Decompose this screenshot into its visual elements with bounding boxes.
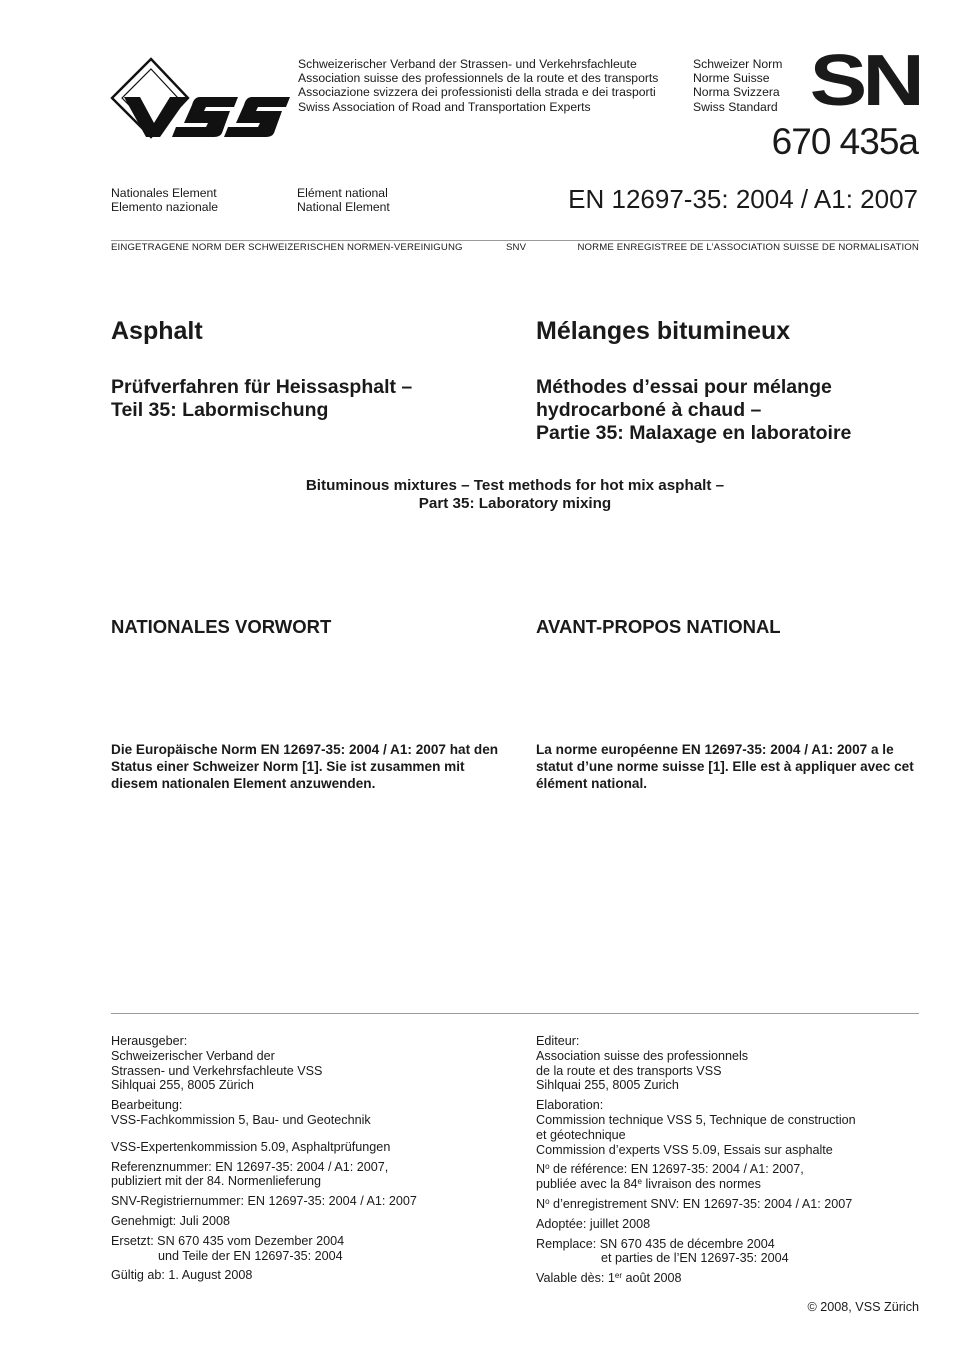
reference-delivery: publiée avec la 84e livraison des normes	[536, 1177, 761, 1192]
title-fr: Mélanges bitumineux	[536, 317, 791, 345]
standard-name-de: Schweizer Norm	[693, 57, 783, 71]
foreword-text-de: Die Europäische Norm EN 12697-35: 2004 / A1: 2007 hat den Status einer Schweizer Norm [1]. Sie ist zusammen mit diesem nationalen Element anzuwenden.	[111, 742, 499, 791]
replaces-line: Remplace: SN 670 435 de décembre 2004	[536, 1236, 775, 1251]
snv-registration: SNV-Registriernummer: EN 12697-35: 2004 / A1: 2007	[111, 1194, 417, 1209]
standard-name-fr: Norme Suisse	[693, 71, 770, 86]
header-divider	[111, 240, 919, 241]
replaces-line: Ersetzt: SN 670 435 vom Dezember 2004	[111, 1233, 345, 1248]
standard-name-it: Norma Svizzera	[693, 85, 780, 100]
national-element-fr: Elément national	[297, 186, 388, 200]
org-name-en: Swiss Association of Road and Transportation Experts	[298, 99, 591, 114]
en-number: EN 12697-35: 2004 / A1: 2007	[568, 184, 918, 214]
subtitle-en-line: Part 35: Laboratory mixing	[418, 495, 612, 512]
foreword-heading-de: NATIONALES VORWORT	[111, 616, 332, 637]
reference-number: $N^o$ de référence: EN 12697-35: 2004 / A1: 2007,	[536, 1162, 804, 1177]
expert-commission: Commission d’experts VSS 5.09, Essais sur asphalte	[536, 1142, 833, 1157]
publisher-address: Sihlquai 255, 8005 Zurich	[536, 1078, 679, 1093]
snv-registration: $N^o$ d’enregistrement SNV: EN 12697-35: 2004 / A1: 2007	[536, 1196, 853, 1211]
publisher-label: Editeur:	[536, 1034, 580, 1048]
replaces-line: und Teile der EN 12697-35: 2004	[158, 1248, 343, 1263]
title-de: Asphalt	[111, 317, 203, 345]
org-name-fr: Association suisse des professionnels de la route et des transports	[298, 71, 659, 86]
reference-number: Referenznummer: EN 12697-35: 2004 / A1: 2007,	[111, 1159, 389, 1174]
publisher-address: Sihlquai 255, 8005 Zürich	[111, 1078, 254, 1093]
subtitle-de-line: Prüfverfahren für Heissasphalt –	[111, 376, 413, 398]
standard-name-en: Swiss Standard	[693, 99, 778, 114]
registration-snv: SNV	[506, 242, 527, 253]
reference-delivery: publiziert mit der 84. Normenlieferung	[111, 1174, 321, 1189]
subtitle-en	[111, 477, 919, 513]
norm-number: 670 435a	[771, 121, 918, 162]
approved-date: Genehmigt: Juli 2008	[111, 1213, 231, 1228]
subtitle-de-line: Teil 35: Labormischung	[111, 399, 329, 421]
national-element-left	[111, 186, 218, 214]
editing-line: VSS-Fachkommission 5, Bau- und Geotechnik	[111, 1112, 371, 1127]
subtitle-fr-line: Partie 35: Malaxage en laboratoire	[536, 422, 852, 444]
subtitle-en-line: Bituminous mixtures – Test methods for hot mix asphalt –	[305, 477, 725, 494]
foreword-heading-fr: AVANT-PROPOS NATIONAL	[536, 616, 781, 637]
footer-divider	[111, 1013, 919, 1014]
publisher-line: Strassen- und Verkehrsfachleute VSS	[111, 1063, 323, 1078]
national-element-de: Nationales Element	[111, 186, 217, 200]
replaces-line: et parties de l’EN 12697-35: 2004	[601, 1251, 789, 1266]
publisher-label: Herausgeber:	[111, 1034, 188, 1048]
editing-line: Commission technique VSS 5, Technique de construction	[536, 1112, 856, 1127]
publisher-line: de la route et des transports VSS	[536, 1063, 722, 1078]
editing-line: et géotechnique	[536, 1127, 626, 1142]
imprint-de	[111, 1034, 417, 1283]
organisation-names	[298, 57, 658, 114]
editing-label: Bearbeitung:	[111, 1098, 183, 1113]
standard-names	[693, 57, 782, 114]
copyright: © 2008, VSS Zürich	[807, 1300, 919, 1314]
national-element-it: Elemento nazionale	[111, 200, 219, 215]
org-name-de: Schweizerischer Verband der Strassen- und Verkehrsfachleute	[298, 57, 637, 71]
subtitle-fr-line: hydrocarboné à chaud –	[536, 399, 762, 421]
publisher-line: Association suisse des professionnels	[536, 1048, 749, 1063]
national-element-right	[297, 186, 390, 214]
vss-logo	[110, 57, 292, 139]
foreword-text-fr: La norme européenne EN 12697-35: 2004 / A1: 2007 a le statut d’une norme suisse [1]. Elle est à appliquer avec cet élément national.	[536, 742, 914, 791]
subtitle-fr	[536, 376, 851, 445]
subtitle-fr-line: Méthodes d’essai pour mélange	[536, 376, 832, 398]
publisher-line: Schweizerischer Verband der	[111, 1048, 275, 1063]
approved-date: Adoptée: juillet 2008	[536, 1216, 651, 1231]
valid-from: Valable dès: 1er août 2008	[536, 1271, 682, 1286]
imprint-fr	[536, 1034, 856, 1286]
expert-commission: VSS-Expertenkommission 5.09, Asphaltprüfungen	[111, 1139, 391, 1154]
registration-fr: NORME ENREGISTREE DE L’ASSOCIATION SUISSE DE NORMALISATION	[577, 242, 919, 253]
subtitle-de	[111, 376, 412, 422]
org-name-it: Associazione svizzera dei professionisti della strada e dei trasporti	[298, 85, 656, 100]
registration-de: EINGETRAGENE NORM DER SCHWEIZERISCHEN NORMEN-VEREINIGUNG	[111, 242, 463, 253]
sn-logo: SN	[809, 41, 920, 121]
valid-from: Gültig ab: 1. August 2008	[111, 1268, 253, 1283]
national-element-en: National Element	[297, 200, 390, 215]
editing-label: Elaboration:	[536, 1098, 604, 1113]
